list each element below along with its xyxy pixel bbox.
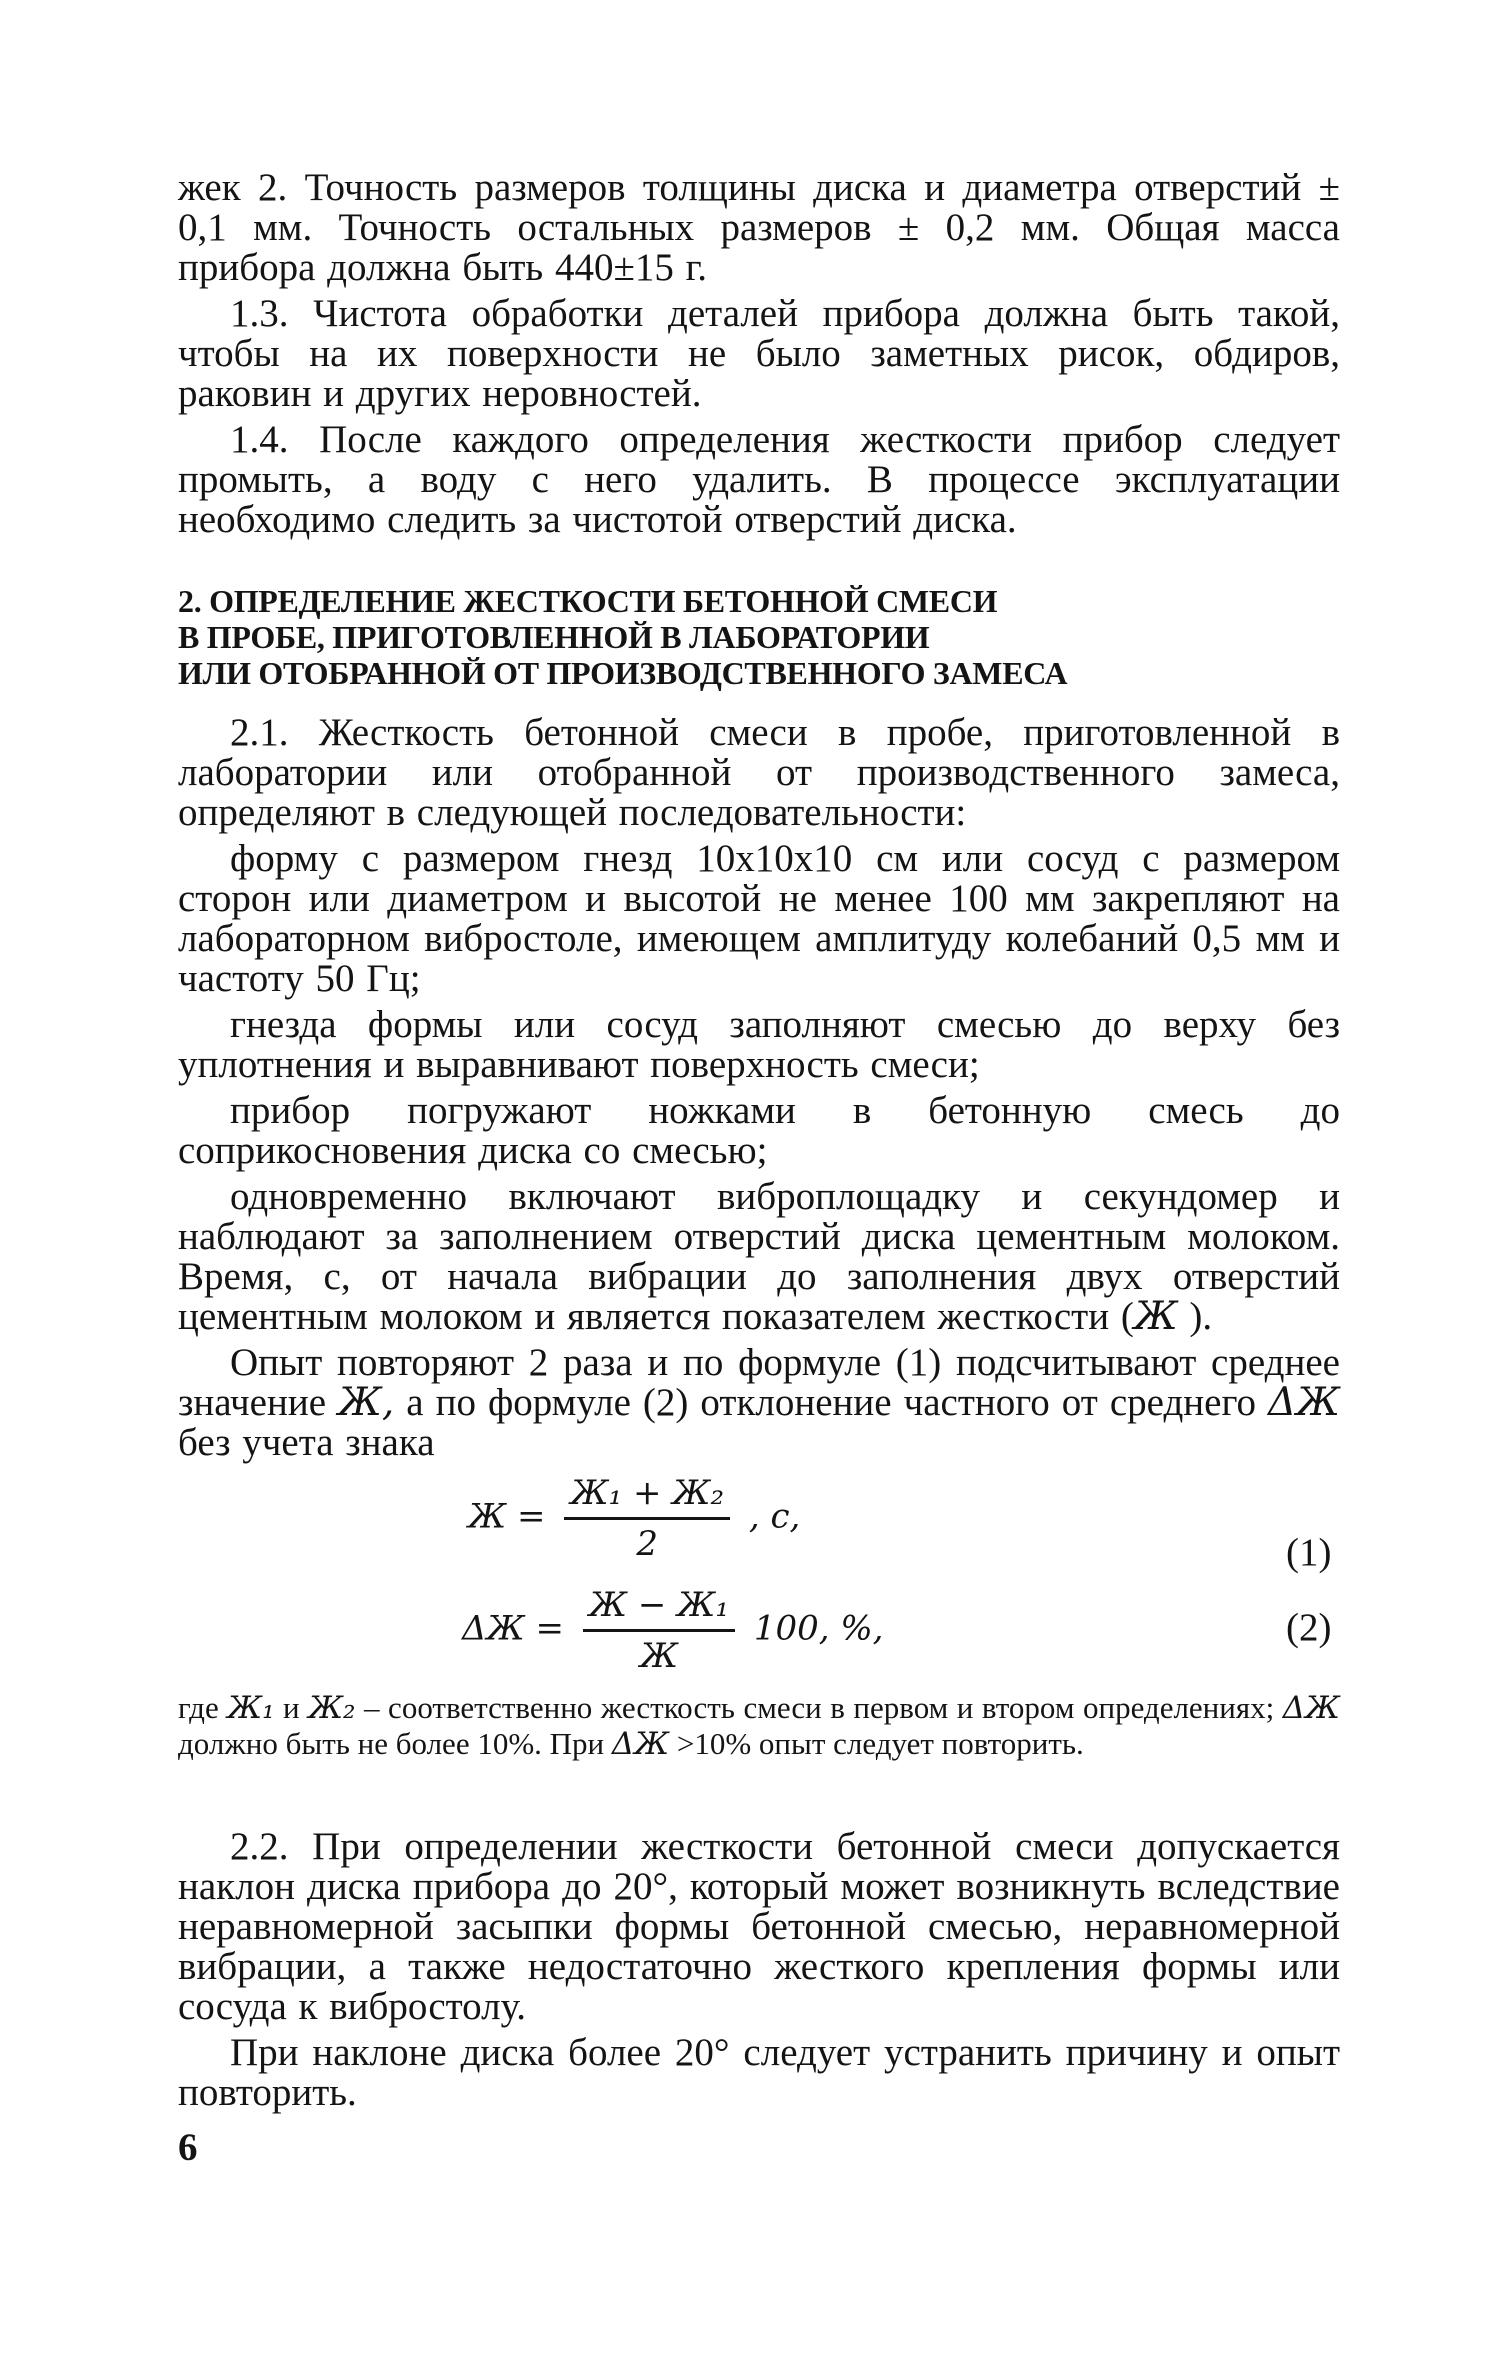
- formula-1-lhs: Ж =: [468, 1496, 546, 1537]
- note-text-c: – соответственно жесткость смеси в первом и втором определениях;: [355, 1690, 1283, 1725]
- note-symbol-4: ΔЖ: [611, 1726, 670, 1762]
- formula-2-numerator: Ж − Ж₁: [583, 1585, 735, 1632]
- paragraph-tilt: При наклоне диска более 20° следует устранить причину и опыт повторить.: [178, 2031, 1340, 2114]
- formula-2-denominator: Ж: [639, 1636, 679, 1676]
- mean-stiffness-symbol: Ж,: [338, 1380, 395, 1425]
- formula-1-denominator: 2: [636, 1524, 659, 1564]
- formula-1-numerator: Ж₁ + Ж₂: [564, 1473, 730, 1520]
- note-symbol-1: Ж₁: [227, 1690, 275, 1726]
- step-mold: форму с размером гнезд 10x10x10 см или сосуд с размером сторон или диаметром и высотой не менее 100 мм закрепляют на лабораторном вибростоле, имеющем амплитуду колебаний 0,5 мм и частоту 50 Гц;: [178, 837, 1340, 1000]
- formula-2-lhs: ΔЖ =: [462, 1608, 565, 1649]
- step-immerse: прибор погружают ножками в бетонную смесь до соприкосновения диска со смесью;: [178, 1089, 1340, 1172]
- stiffness-symbol: Ж: [1133, 1294, 1178, 1339]
- paragraph-1-3: 1.3. Чистота обработки деталей прибора должна быть такой, чтобы на их поверхности не было заметных рисок, обдиров, раковин и других неровностей.: [178, 292, 1340, 415]
- note-text-b: и: [274, 1690, 309, 1725]
- step-vibrate: [178, 1177, 1340, 1337]
- paragraph-1-4: 1.4. После каждого определения жесткости прибор следует промыть, а воду с него удалить. В процессе эксплуатации необходимо следить за чистотой отверстий диска.: [178, 418, 1340, 541]
- note-text-a: где: [178, 1690, 228, 1725]
- step-vibrate-end: ).: [1177, 1295, 1213, 1338]
- section-1-continuation: [178, 168, 1340, 540]
- formula-2-tail: 100, %,: [753, 1608, 884, 1649]
- deviation-symbol: ΔЖ: [1268, 1380, 1340, 1425]
- heading-line-3: ИЛИ ОТОБРАННОЙ ОТ ПРОИЗВОДСТВЕННОГО ЗАМЕСА: [178, 655, 1068, 691]
- formula-1-tail: , с,: [748, 1496, 801, 1537]
- note-text-e: >10% опыт следует повторить.: [669, 1726, 1084, 1761]
- repeat-text-b: а по формуле (2) отклонение частного от среднего: [394, 1381, 1269, 1424]
- note-text-d: должно быть не более 10%. При: [178, 1726, 612, 1761]
- formula-1: [468, 1473, 800, 1564]
- section-2-2: [178, 1827, 1340, 2113]
- step-fill: гнезда формы или сосуд заполняют смесью до верху без уплотнения и выравнивают поверхность смеси;: [178, 1003, 1340, 1086]
- paragraph-accuracy: жек 2. Точность размеров толщины диска и диаметра отверстий ± 0,1 мм. Точность остальных размеров ± 0,2 мм. Общая масса прибора должна быть 440±15 г.: [178, 166, 1340, 289]
- formula-2-number: (2): [1286, 1606, 1332, 1649]
- page-number: 6: [178, 2126, 198, 2169]
- repeat-text-a: Опыт повторяют 2 раза и по формуле (1) подсчитывают среднее значение: [178, 1341, 1340, 1424]
- paragraph-2-1: 2.1. Жесткость бетонной смеси в пробе, приготовленной в лаборатории или отобранной от производственного замеса, определяют в следующей последовательности:: [178, 711, 1340, 834]
- formula-1-fraction: [564, 1473, 730, 1564]
- heading-line-1: 2. ОПРЕДЕЛЕНИЕ ЖЕСТКОСТИ БЕТОННОЙ СМЕСИ: [178, 583, 998, 619]
- repeat-text-c: без учета знака: [178, 1421, 435, 1464]
- step-vibrate-text: одновременно включают виброплощадку и секундомер и наблюдают за заполнением отверстий диска цементным молоком. Время, с, от начала вибрации до заполнения двух отверстий цементным молоком и является показателем жесткости (: [178, 1175, 1340, 1338]
- note-symbol-2: Ж₂: [308, 1690, 356, 1726]
- formula-2-fraction: [583, 1585, 735, 1676]
- heading-line-2: В ПРОБЕ, ПРИГОТОВЛЕННОЙ В ЛАБОРАТОРИИ: [178, 619, 930, 655]
- note-symbol-3: ΔЖ: [1282, 1690, 1341, 1726]
- formula-2: [462, 1585, 883, 1676]
- formula-note: [178, 1690, 1340, 1762]
- paragraph-2-2: 2.2. При определении жесткости бетонной смеси допускается наклон диска прибора до 20°, который может возникнуть вследствие неравномерной засыпки формы бетонной смесью, неравномерной вибрации, а также недостаточно жесткого крепления формы или сосуда к вибростолу.: [178, 1825, 1340, 2028]
- paragraph-repeat: [178, 1343, 1340, 1463]
- section-2-body: [178, 713, 1340, 1463]
- section-2-heading: [178, 583, 1178, 691]
- formula-1-number: (1): [1286, 1531, 1332, 1574]
